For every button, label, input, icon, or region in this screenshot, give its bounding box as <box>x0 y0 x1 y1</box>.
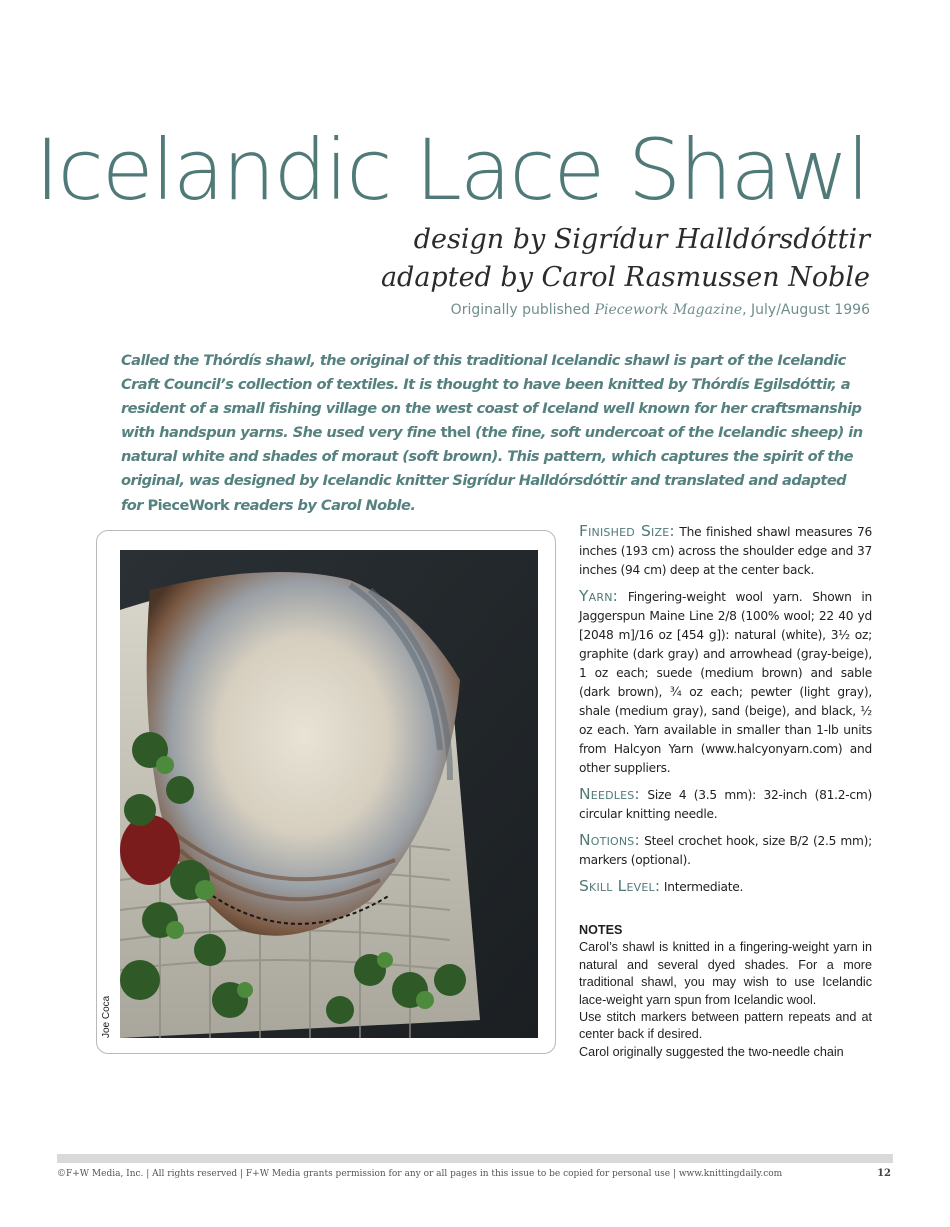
intro-part-1: Called the Thórdís shawl, the original of this traditional Icelandic shawl is part of the Icelandic Craft Council’s collection of textiles. It is thought to have been knitted by Thórdís Egilsdóttir, a resident of a small fishing village on the west coast of Iceland well known for her craftsmanship with handspun yarns. She used very fine <box>121 352 862 442</box>
spec-yarn <box>579 587 872 778</box>
publication-date: , July/August 1996 <box>742 302 870 318</box>
pattern-title: Icelandic Lace Shawl <box>34 121 868 219</box>
intro-part-2: (the fine, soft undercoat of the Icelandic sheep) in natural white and shades of moraut (soft brown). This pattern, which captures the spirit of the original, was designed by Icelandic knitter Sigrídur Halldórsdóttir and translated and adapted for <box>121 424 863 514</box>
publication-note <box>451 302 870 318</box>
notes-paragraph: Carol originally suggested the two-needle chain <box>579 1044 844 1059</box>
spec-text: The finished shawl measures 76 inches (193 cm) across the shoulder edge and 37 inches (94 cm) deep at the center back. <box>579 525 873 577</box>
spec-label: Skill Level: <box>579 877 661 895</box>
adapter-byline: adapted by Carol Rasmussen Noble <box>380 262 870 293</box>
footer-copyright: ©F+W Media, Inc. | All rights reserved | F+W Media grants permission for any or all pages in this issue to be copied for personal use | www.knittingdaily.com <box>57 1169 783 1179</box>
intro-part-3: readers by Carol Noble. <box>229 496 416 514</box>
page-number: 12 <box>877 1168 891 1179</box>
designer-byline: design by Sigrídur Halldórsdóttir <box>413 224 870 255</box>
specs-column <box>579 522 872 904</box>
notes-section <box>579 922 872 1061</box>
shawl-photo <box>120 550 538 1038</box>
publication-magazine: Piecework Magazine <box>594 302 743 318</box>
spec-text: Size 4 (3.5 mm): 32-inch (81.2-cm) circular knitting needle. <box>579 788 872 821</box>
spec-text: Steel crochet hook, size B/2 (2.5 mm); markers (optional). <box>579 834 872 867</box>
spec-label: Yarn: <box>579 587 619 605</box>
notes-paragraph: Use stitch markers between pattern repeats and at center back if desired. <box>579 1010 872 1042</box>
publication-prefix: Originally published <box>450 302 595 318</box>
intro-piecework: PieceWork <box>147 496 230 514</box>
intro-thel: thel <box>440 424 471 442</box>
photo-credit: Joe Coca <box>101 995 112 1038</box>
notes-heading: NOTES <box>579 923 623 937</box>
spec-label: Finished Size: <box>579 522 675 540</box>
spec-text: Intermediate. <box>663 880 744 894</box>
notes-paragraph: Carol’s shawl is knitted in a fingering-weight yarn in natural and several dyed shades. For a more traditional shawl, you may wish to use Icelandic lace-weight yarn spun from Icelandic wool. <box>579 940 872 1007</box>
spec-notions <box>579 831 872 870</box>
spec-label: Needles: <box>579 785 640 803</box>
spec-text: Fingering-weight wool yarn. Shown in Jaggerspun Maine Line 2/8 (100% wool; 22 40 yd [2048 m]/16 oz [454 g]): natural (white), 3½ oz; graphite (dark gray) and arrowhead (gray-beige), 1 oz each; suede (medium brown) and sable (dark brown), ¾ oz each; pewter (light gray), shale (medium gray), sand (beige), and black, ½ oz each. Yarn available in smaller than 1-lb units from Halcyon Yarn (www.halcyonyarn.com) and other suppliers. <box>579 590 873 775</box>
spec-finished-size <box>579 522 872 580</box>
shawl-photo-illustration <box>120 550 538 1038</box>
spec-needles <box>579 785 872 824</box>
spec-label: Notions: <box>579 831 640 849</box>
intro-paragraph <box>121 349 872 518</box>
footer-bar <box>57 1154 893 1163</box>
spec-skill-level <box>579 877 872 897</box>
